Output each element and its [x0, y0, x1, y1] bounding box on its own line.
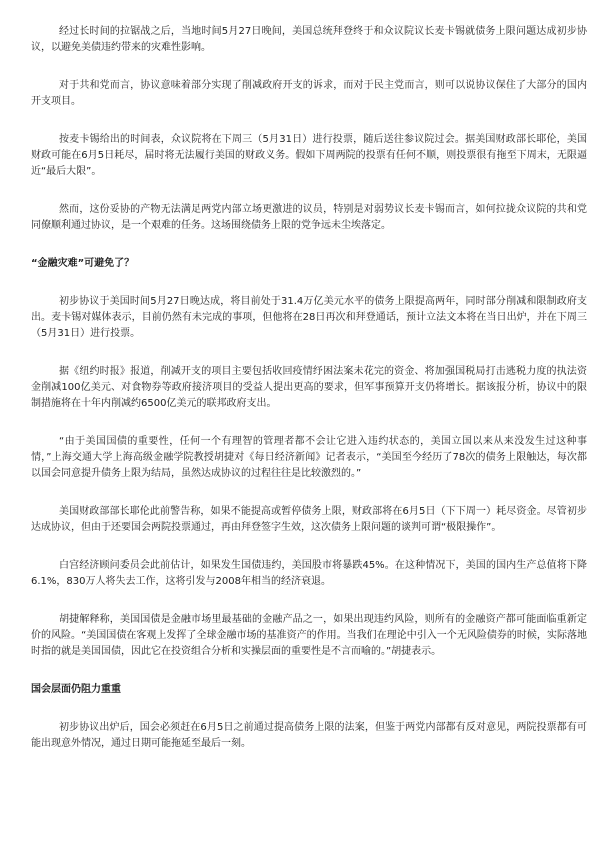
paragraph-gap	[31, 698, 587, 720]
paragraph-treasury-warning: 美国财政部部长耶伦此前警告称，如果不能提高或暂停债务上限，财政部将在6月5日（下下周一）耗尽资金。尽管初步达成协议，但由于还要国会两院投票通过，再由拜登签字生效，这次债务上限问题的谈判可谓“极限操作”。	[31, 506, 587, 533]
paragraph-expert-quote: “由于美国国债的重要性，任何一个有理智的管理者都不会让它进入违约状态的，美国立国以来从来没发生过这种事情，”上海交通大学上海高级金融学院教授胡捷对《每日经济新闻》记者表示，“美国至今经历了78次的债务上限触达，每次都以国会同意提升债务上限为结局，虽然达成协议的过程往往是比较激烈的。”	[31, 436, 587, 479]
paragraph-gap	[31, 56, 587, 78]
paragraph-gap	[31, 590, 587, 612]
paragraph-gap	[31, 110, 587, 132]
paragraph-congress-vote: 初步协议出炉后，国会必须赶在6月5日之前通过提高债务上限的法案，但鉴于两党内部都有反对意见，两院投票都有可能出现意外情况，通过日期可能拖延至最后一刻。	[31, 722, 587, 749]
paragraph-default-impact: 白宫经济顾问委员会此前估计，如果发生国债违约，美国股市将暴跌45%。在这种情况下，美国的国内生产总值将下降6.1%，830万人将失去工作，这将引发与2008年相当的经济衰退。	[31, 560, 587, 587]
paragraph-gap	[31, 660, 587, 682]
paragraph-gap	[31, 342, 587, 364]
section-heading-congress-resistance: 国会层面仍阻力重重	[31, 684, 121, 695]
section-heading-financial-disaster: “金融灾难”可避免了？	[31, 258, 135, 269]
paragraph-timeline: 按麦卡锡给出的时间表，众议院将在下周三（5月31日）进行投票，随后送往参议院过会。据美国财政部长耶伦，美国财政可能在6月5日耗尽，届时将无法履行美国的财政义务。假如下周两院的投票有任何不顺，则投票很有拖至下周末，无限逼近“最后大限”。	[31, 134, 587, 177]
paragraph-intro: 经过长时间的拉锯战之后，当地时间5月27日晚间，美国总统拜登终于和众议院议长麦卡锡就债务上限问题达成初步协议，以避免美债违约带来的灾难性影响。	[31, 26, 587, 53]
paragraph-gap	[31, 412, 587, 434]
paragraph-gap	[31, 180, 587, 202]
paragraph-nyt-report: 据《纽约时报》报道，削减开支的项目主要包括收回疫情纾困法案未花完的资金、将加强国税局打击逃税力度的执法资金削减100亿美元、对食物券等政府接济项目的受益人提出更高的要求，但军事预算开支仍将增长。据该报分析，协议中的限制措施将在十年内削减约6500亿美元的联邦政府支出。	[31, 366, 587, 409]
paragraph-treasury-importance: 胡捷解释称，美国国债是金融市场里最基础的金融产品之一，如果出现违约风险，则所有的金融资产都可能面临重新定价的风险。“美国国债在客观上发挥了全球金融市场的基准资产的作用。当我们在理论中引入一个无风险债券的时候，实际落地时指的就是美国国债，因此它在投资组合分析和实操层面的重要性是不言而喻的。”胡捷表示。	[31, 614, 587, 657]
paragraph-gap	[31, 482, 587, 504]
paragraph-gap	[31, 272, 587, 294]
paragraph-difficulty: 然而，这份妥协的产物无法满足两党内部立场更激进的议员，特别是对弱势议长麦卡锡而言，如何拉拢众议院的共和党同僚顺利通过协议，是一个艰难的任务。这场围绕债务上限的党争远未尘埃落定。	[31, 204, 587, 231]
paragraph-gap	[31, 234, 587, 256]
paragraph-agreement-details: 初步协议于美国时间5月27日晚达成，将目前处于31.4万亿美元水平的债务上限提高两年，同时部分削减和限制政府支出。麦卡锡对媒体表示，目前仍然有未完成的事项，但他将在28日再次和拜登通话，预计立法文本将在当日出炉，并在下周三（5月31日）进行投票。	[31, 296, 587, 339]
paragraph-party-views: 对于共和党而言，协议意味着部分实现了削减政府开支的诉求，而对于民主党而言，则可以说协议保住了大部分的国内开支项目。	[31, 80, 587, 107]
paragraph-gap	[31, 536, 587, 558]
